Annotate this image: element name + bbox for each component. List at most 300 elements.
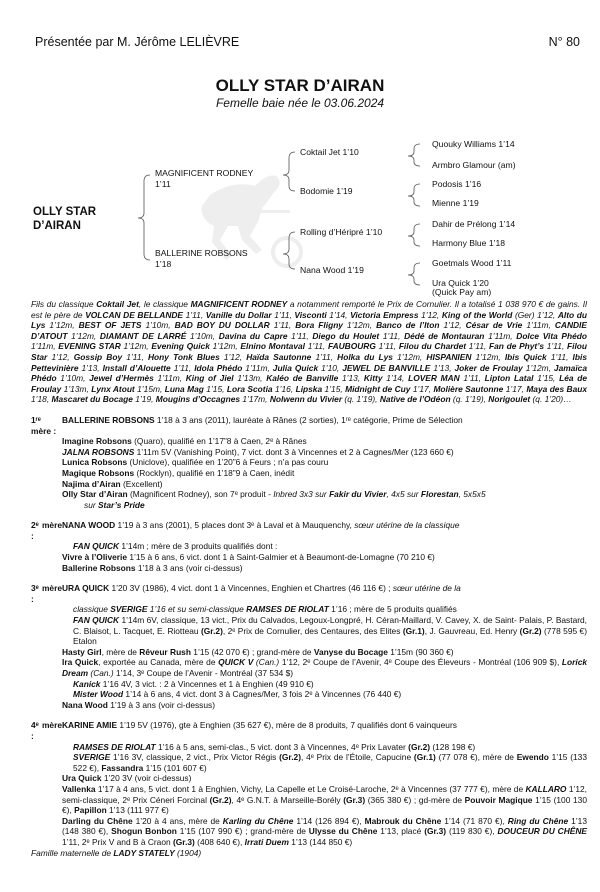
text-run: 1’13, placé bbox=[377, 826, 425, 837]
horse-name-run: Native de l’Odéon bbox=[379, 394, 451, 405]
horse-name-run: Jamaïca Phédo bbox=[31, 362, 587, 384]
text-run: 1’12m, bbox=[67, 330, 100, 341]
text-run: 1’11m 5V (Vanishing Point), 7 vict. dont 3 à Vincennes et 2 à Cagnes/Mer (123 660 €) bbox=[134, 446, 454, 457]
text-run: 1’11, bbox=[466, 341, 490, 352]
sire-name: MAGNIFICENT RODNEY bbox=[155, 168, 254, 178]
text-run: 1’14, bbox=[326, 309, 351, 320]
text-run: 1’11, bbox=[269, 320, 296, 331]
text-run: 1’18 à 3 ans (2011), lauréate à Rânes (2 sorties), 1ʳᵉ catégorie, Prime de Sélection bbox=[154, 414, 463, 425]
horse-name-run: RAMSES DE RIOLAT bbox=[73, 741, 156, 752]
text-run: 1’16 4V, 3 vict. : 2 à Vincennes et 1 à Enghien (49 910 €) bbox=[100, 678, 314, 689]
gen3-8: Ura Quick 1’20 bbox=[432, 278, 489, 288]
horse-name-run: Imagine Robsons bbox=[62, 436, 132, 447]
produce-line bbox=[31, 479, 587, 490]
horse-name-run: Lipton Latal bbox=[484, 373, 534, 384]
text-run: 1’11m, bbox=[484, 330, 517, 341]
text-run: 1’12m, bbox=[209, 341, 241, 352]
horse-name-run: Gossip Boy bbox=[73, 351, 123, 362]
horse-name-run: (Gr.2) bbox=[209, 794, 232, 805]
text-run: 1’13 (144 850 €) bbox=[288, 836, 353, 847]
gen3-1: Quouky Williams 1’14 bbox=[432, 139, 515, 149]
text-run: (Ger) 1’12, bbox=[512, 309, 558, 320]
horse-name-run: Lunica Robsons bbox=[62, 457, 128, 468]
dam-section-head bbox=[31, 583, 587, 604]
horse-name-run: URA QUICK bbox=[62, 583, 110, 594]
text-run: 1’16 3V, classique, 2 vict., Prix Victor Régis bbox=[110, 752, 280, 763]
produce-line bbox=[31, 604, 587, 615]
text-run: 1’14 à 6 ans, 4 vict. dont 3 à Cagnes/Mer, 3 fois 2ᵉ à Vincennes (76 440 €) bbox=[123, 689, 402, 700]
produce-line bbox=[31, 773, 587, 784]
text-run: (1904) bbox=[174, 847, 202, 858]
horse-name-run: Maya des Baux bbox=[526, 383, 588, 394]
dam-label: 1ʳᵉ mère : bbox=[31, 414, 57, 436]
produce-line bbox=[31, 647, 587, 658]
text-run: 1’13m, bbox=[233, 373, 267, 384]
horse-name-run: Julia Quick bbox=[272, 362, 319, 373]
horse-name-run: Magique Robsons bbox=[62, 467, 135, 478]
text-run: 1’14 (126 894 €), bbox=[293, 815, 365, 826]
text-run: 1’17, bbox=[410, 383, 434, 394]
text-run: (778 595 €) Etalon bbox=[73, 625, 587, 647]
text-run: 1’14m 6V, classique, 13 vict., Prix du Calvados, Legoux-Longpré, H. Céran-Maillard, V. Cavey, X. de Saint- Palais, P. Bastard, C. Blaisot, L. Tacquet, E. Riotteau bbox=[73, 615, 588, 636]
horse-name-run: JALNA ROBSONS bbox=[62, 446, 135, 457]
text-run: 1’12m, bbox=[45, 320, 79, 331]
text-run: 1’15, bbox=[322, 383, 346, 394]
horse-name-run: Midnight de Cuy bbox=[345, 383, 411, 394]
subject-name-line2: D’AIRAN bbox=[33, 219, 81, 232]
text-run: (Rocklyn), qualifié en 1’18”9 à Caen, inédit bbox=[134, 467, 295, 478]
dam-label: 3ᵉ mère : bbox=[31, 583, 62, 604]
horse-name-run: Vallenka bbox=[62, 783, 96, 794]
produce-line bbox=[31, 552, 587, 563]
maternal-family-line bbox=[31, 848, 587, 859]
text-run: 1’16 ; mère de 5 produits qualifiés bbox=[328, 604, 457, 615]
horse-name-run: KARINE AMIE bbox=[62, 720, 118, 731]
horse-name-run: Nana Wood bbox=[62, 699, 108, 710]
text-run: 1’15 (101 607 €) bbox=[143, 762, 207, 773]
text-run: 1’11, bbox=[379, 330, 405, 341]
horse-name-run: VOLCAN DE BELLANDE bbox=[85, 309, 184, 320]
horse-name-run: Lora Scotia bbox=[226, 383, 273, 394]
horse-name-run: King of the World bbox=[441, 309, 513, 320]
text-run: (365 380 €) ; gd-mère de bbox=[365, 794, 465, 805]
horse-name-run: Elnino Montaval bbox=[240, 341, 305, 352]
horse-name-run: Nolwenn du Vivier bbox=[269, 394, 343, 405]
text-run: 1’13 (111 977 €) bbox=[106, 805, 169, 816]
text-run: 1’11, bbox=[170, 362, 195, 373]
text-run: 1’18, bbox=[31, 394, 52, 405]
text-run: 1’11, bbox=[546, 351, 573, 362]
horse-name-run: Dolce Vita Phédo bbox=[516, 330, 588, 341]
text-run: 1’19 à 3 ans (voir ci-dessus) bbox=[107, 699, 215, 710]
text-run: sœur utérine de la classique bbox=[354, 520, 460, 531]
text-run: 1’12, bbox=[418, 309, 442, 320]
produce-line bbox=[31, 742, 587, 753]
text-run: (119 830 €), bbox=[446, 826, 498, 837]
dam-section bbox=[31, 583, 587, 710]
text-run: 1’12, 2ᵉ Coupe de l’Avenir, 4ᵉ Coupe des Éleveurs - Montréal (106 909 $), bbox=[279, 657, 562, 668]
dam-label: 2ᵉ mère : bbox=[31, 520, 62, 541]
horse-name-run: BEST OF JETS bbox=[78, 320, 142, 331]
text-run: 1’11, bbox=[544, 341, 567, 352]
dam-summary bbox=[62, 583, 461, 604]
text-run: (Can.) bbox=[255, 657, 280, 668]
text-run: 1’13m, bbox=[61, 383, 92, 394]
text-run: (128 198 €) bbox=[430, 741, 476, 752]
dam-label: 4ᵉ mère : bbox=[31, 720, 62, 741]
horse-name-run: Ewendo bbox=[516, 752, 549, 763]
text-run: 1’11, 2ᵉ Prix V and B à Craon bbox=[62, 836, 173, 847]
horse-name-run: Irrati Duem bbox=[244, 836, 289, 847]
text-run: 1’20 3V (1986), 4 vict. dont 1 à Vincennes, Enghien et Chartres (46 116 €) ; bbox=[109, 583, 393, 594]
text-run: 1’17 à 4 ans, 5 vict. dont 1 à Enghien, Vichy, La Capelle et Le Croisé-Laroche, 2ᵉ à Vincennes (37 777 €), mère de bbox=[95, 783, 526, 794]
text-run: 1’11, bbox=[183, 309, 206, 320]
horse-name-run: Lorick Dream bbox=[62, 657, 588, 678]
horse-name-run: LOVER MAN bbox=[408, 373, 460, 384]
horse-name-run: (Gr.1) bbox=[402, 625, 425, 636]
horse-name-run: (Gr.3) bbox=[343, 794, 366, 805]
subject-name-line1: OLLY STAR bbox=[33, 206, 97, 218]
produce-line bbox=[31, 752, 587, 773]
produce-line bbox=[31, 468, 587, 479]
text-run: 1’20 à 4 ans, mère de bbox=[132, 815, 223, 826]
horse-name-run: Ura Quick bbox=[62, 773, 102, 784]
horse-name-run: King of Jiel bbox=[185, 373, 234, 384]
horse-name-run: MAGNIFICENT RODNEY bbox=[190, 299, 288, 309]
horse-name-run: Florestan bbox=[420, 489, 459, 500]
produce-line bbox=[31, 615, 587, 647]
text-run: , mère de bbox=[101, 646, 140, 657]
text-run: 1’18 à 3 ans (voir ci-dessus) bbox=[135, 562, 243, 573]
text-run: 1’16 et su semi-classique bbox=[147, 604, 247, 615]
horse-name-run: Olly Star d’Airan bbox=[62, 489, 128, 500]
horse-name-run: Norigoulet bbox=[488, 394, 531, 405]
horse-name-run: Victoria Empress bbox=[350, 309, 419, 320]
text-run: 1’15, bbox=[203, 383, 227, 394]
dam-summary bbox=[62, 415, 463, 436]
text-run: 1’15 à 6 ans, 6 vict. dont 1 à Saint-Galmier et à Beaumont-de-Lomagne (70 210 €) bbox=[127, 552, 435, 563]
horse-title: OLLY STAR D’AIRAN bbox=[215, 76, 385, 95]
gen3-6: Harmony Blue 1’18 bbox=[432, 238, 506, 248]
text-run: 1’19 à 3 ans (2001), 5 places dont 3ᵉ à Laval et à Mauquenchy, bbox=[115, 520, 355, 531]
text-run: 1’15 (133 522 €), bbox=[73, 752, 587, 773]
dam-section-head bbox=[31, 415, 587, 436]
text-run: 1’11m, bbox=[153, 373, 186, 384]
text-run: 1’15 (107 990 €) ; grand-mère de bbox=[176, 826, 309, 837]
horse-name-run: QUICK V bbox=[218, 657, 254, 668]
horse-name-run: BALLERINE ROBSONS bbox=[62, 414, 155, 425]
produce-line bbox=[31, 679, 587, 690]
text-run: , J. Gauvreau, Ed. Henry bbox=[424, 625, 520, 636]
horse-name-run: Mascaret du Bocage bbox=[51, 394, 133, 405]
horse-name-run: Ibis Pettevinière bbox=[31, 351, 587, 373]
text-run: 1’19 5V (1976), gte à Enghien (35 627 €), mère de 8 produits, 7 qualifiés dont 6 vainqueurs bbox=[117, 720, 457, 731]
dam-time: 1’18 bbox=[155, 259, 172, 269]
horse-name-run: Davina du Capre bbox=[218, 330, 288, 341]
horse-name-run: SVERIGE bbox=[73, 752, 111, 763]
horse-description: Femelle baie née le 03.06.2024 bbox=[215, 96, 385, 110]
horse-name-run: Visconti bbox=[294, 309, 327, 320]
text-run: 1’17m, bbox=[240, 394, 270, 405]
horse-name-run: FAUBOURG bbox=[327, 341, 376, 352]
text-run: 1’11m, bbox=[522, 320, 555, 331]
dam-summary bbox=[62, 720, 457, 741]
text-run: Fils du classique bbox=[31, 299, 97, 309]
produce-line bbox=[31, 816, 587, 848]
horse-name-run: Star’s Pride bbox=[97, 499, 145, 510]
horse-name-run: Karling du Chêne bbox=[222, 815, 294, 826]
text-run: 1’12m, bbox=[342, 320, 377, 331]
text-run: classique bbox=[73, 604, 111, 615]
horse-name-run: Hasty Girl bbox=[62, 646, 102, 657]
text-run: (q. 1’19), bbox=[450, 394, 489, 405]
horse-name-run: Dédé de Montauran bbox=[404, 330, 485, 341]
text-run: (Magnificent Rodney), son 7ᵉ produit - bbox=[127, 489, 274, 500]
text-run: 1’12, semi-classique, 2ᵉ Prix Céneri Forcinal bbox=[62, 783, 587, 805]
horse-name-run: Fassandra bbox=[101, 762, 144, 773]
text-run: 1’11, bbox=[122, 351, 148, 362]
horse-name-run: Hony Tonk Blues bbox=[147, 351, 220, 362]
text-run: 1’15m, bbox=[134, 383, 165, 394]
horse-name-run: Shogun Bonbon bbox=[111, 826, 177, 837]
produce-line bbox=[31, 563, 587, 574]
dam-section-head bbox=[31, 720, 587, 741]
horse-name-run: (Gr.2) bbox=[408, 741, 431, 752]
text-run: 1’17, bbox=[503, 383, 527, 394]
gen3-4: Mienne 1’19 bbox=[432, 198, 479, 208]
horse-name-run: Haïda Sautonne bbox=[246, 351, 312, 362]
horse-name-run: Holka du Lys bbox=[337, 351, 393, 362]
text-run: (q. 1’19), bbox=[342, 394, 380, 405]
produce-line bbox=[31, 657, 587, 678]
text-run: a notamment remporté le Prix de Cornulier. Il a totalisé 1 038 970 € de gains. Il est le père de bbox=[31, 299, 587, 320]
horse-name-run: Vanyse du Bocage bbox=[313, 646, 388, 657]
text-run: 1’12m, bbox=[522, 362, 554, 373]
text-run: 1’10m, bbox=[186, 330, 219, 341]
text-run: Inbred 3x3 sur bbox=[273, 489, 330, 500]
dam-section bbox=[31, 720, 587, 847]
text-run: , le classique bbox=[138, 299, 191, 309]
horse-name-run: (Gr.2) bbox=[200, 625, 223, 636]
text-run: , 2ᵉ Prix de Cornulier, des Centaures, des Elites bbox=[222, 625, 403, 636]
horse-name-run: Kitty bbox=[363, 373, 383, 384]
horse-name-run: Vanille du Dollar bbox=[205, 309, 272, 320]
text-run: 1’11, bbox=[311, 351, 338, 362]
sire-time: 1’11 bbox=[155, 179, 171, 189]
dam-section bbox=[31, 415, 587, 510]
horse-name-run: Ira Quick bbox=[62, 657, 99, 668]
text-run: 1’13 (148 380 €), bbox=[62, 815, 587, 837]
horse-name-run: Lynx Atout bbox=[91, 383, 135, 394]
horse-name-run: Coktail Jet bbox=[96, 299, 139, 309]
produce-line bbox=[31, 700, 587, 711]
text-run: , exportée au Canada, mère de bbox=[98, 657, 219, 668]
gen3-7: Goetmals Wood 1’11 bbox=[432, 258, 512, 268]
horse-name-run: Mougins d’Occagnes bbox=[155, 394, 241, 405]
horse-name-run: (Gr.3) bbox=[172, 836, 195, 847]
produce-line bbox=[31, 541, 587, 552]
horse-name-run: (Gr.2) bbox=[279, 752, 301, 763]
horse-name-run: DIAMANT DE LARRÉ bbox=[99, 330, 187, 341]
horse-name-run: Filou du Chardet bbox=[398, 341, 467, 352]
text-run: (Quaro), qualifié en 1’17”8 à Caen, 2ᵉ à Rânes bbox=[131, 436, 307, 447]
horse-name-run: Kanick bbox=[73, 678, 101, 689]
catalogue-body bbox=[31, 299, 587, 858]
dam-section bbox=[31, 520, 587, 573]
horse-name-run: Ring du Chêne bbox=[507, 815, 569, 826]
subject-horse-name bbox=[33, 206, 96, 233]
text-run: 1’10m, bbox=[141, 320, 175, 331]
text-run: (Uniclove), qualifiée en 1’20”6 à Feurs ; n’a pas couru bbox=[127, 457, 329, 468]
text-run: 1’11, bbox=[375, 341, 399, 352]
horse-name-run: Joker de Froulay bbox=[454, 362, 523, 373]
horse-name-run: Jewel d’Hermès bbox=[89, 373, 154, 384]
text-run: 1’14, bbox=[382, 373, 409, 384]
produce-line bbox=[31, 500, 587, 511]
text-run: 1’11m, bbox=[242, 362, 273, 373]
horse-name-run: Filou Star bbox=[31, 341, 588, 362]
horse-name-run: Ulysse du Chêne bbox=[308, 826, 378, 837]
horse-name-run: Papillon bbox=[74, 805, 107, 816]
dam-sire: Rolling d’Héripré 1’10 bbox=[300, 227, 383, 237]
text-run: 1’13, bbox=[430, 362, 455, 373]
text-run: , 4x5 sur bbox=[386, 489, 421, 500]
text-run: 1’12m, bbox=[471, 351, 505, 362]
horse-name-run: Bora Fligny bbox=[295, 320, 343, 331]
horse-name-run: Darling du Chêne bbox=[62, 815, 133, 826]
horse-name-run: Ballerine Robsons bbox=[62, 562, 136, 573]
horse-name-run: Kaléo de Banville bbox=[266, 373, 339, 384]
horse-name-run: CANDIE D’ATOUT bbox=[31, 320, 587, 341]
lot-number: N° 80 bbox=[548, 35, 580, 49]
sire-sire: Coktail Jet 1’10 bbox=[300, 147, 359, 157]
text-run: 1’10, bbox=[318, 362, 343, 373]
horse-name-run: KALLARO bbox=[525, 783, 567, 794]
text-run: , 5x5x5 bbox=[458, 489, 486, 500]
horse-name-run: César de Vrie bbox=[465, 320, 523, 331]
text-run: 1’15 (42 070 €) ; grand-mère de bbox=[190, 646, 314, 657]
dam-dam: Nana Wood 1’19 bbox=[300, 265, 364, 275]
text-run: sur bbox=[84, 499, 98, 510]
text-run: 1’19, bbox=[132, 394, 156, 405]
text-run: 1’11m, bbox=[31, 341, 59, 352]
text-run: 1’14, 3ᵉ Coupe de l’Avenir - Montréal (37 534 $) bbox=[113, 668, 294, 678]
horse-name-run: Rêveur Rush bbox=[139, 646, 191, 657]
text-run: 1’12, bbox=[219, 351, 247, 362]
gen3-8-note: (Quick Pay am) bbox=[432, 287, 492, 297]
horse-name-run: EVENING STAR bbox=[58, 341, 121, 352]
horse-name-run: BAD BOY DU DOLLAR bbox=[174, 320, 270, 331]
produce-line bbox=[31, 457, 587, 468]
text-run: 1’12, bbox=[47, 351, 74, 362]
horse-name-run: Fan de Phyt’s bbox=[489, 341, 545, 352]
text-run: (Can.) bbox=[90, 668, 114, 678]
text-run: 1’12, bbox=[439, 320, 466, 331]
produce-line bbox=[31, 784, 587, 816]
text-run: 1’15 (100 130 €), bbox=[62, 794, 587, 816]
horse-name-run: Léa de Froulay bbox=[31, 373, 588, 394]
gen3-5: Dahir de Prélong 1’14 bbox=[432, 219, 516, 229]
produce-line bbox=[31, 436, 587, 447]
text-run: 1’14 (71 870 €), bbox=[441, 815, 508, 826]
horse-name-run: Luna Mag bbox=[164, 383, 204, 394]
horse-name-run: Najima d’Airan bbox=[62, 478, 121, 489]
dam-summary bbox=[62, 520, 459, 541]
horse-name-run: HISPANIEN bbox=[426, 351, 472, 362]
horse-name-run: RAMSES DE RIOLAT bbox=[246, 604, 329, 615]
horse-name-run: LADY STATELY bbox=[113, 847, 175, 858]
horse-name-run: JEWEL DE BANVILLE bbox=[342, 362, 431, 373]
sire-dam: Bodomie 1’19 bbox=[300, 186, 353, 196]
horse-name-run: Molière Sautonne bbox=[433, 383, 504, 394]
text-run: (408 640 €), bbox=[194, 836, 245, 847]
text-run: 1’11, bbox=[271, 309, 295, 320]
text-run: 1’15, bbox=[533, 373, 560, 384]
presenter-text: Présentée par M. Jérôme LELIÈVRE bbox=[35, 35, 240, 49]
text-run: 1’12m, bbox=[120, 341, 152, 352]
text-run: 1’16, bbox=[272, 383, 296, 394]
horse-name-run: Mabrouk du Chêne bbox=[364, 815, 442, 826]
text-run: 1’10m, bbox=[56, 373, 90, 384]
text-run: 1’11, bbox=[305, 341, 328, 352]
horse-name-run: Pouvoir Magique bbox=[464, 794, 533, 805]
gen3-2: Armbro Glamour (am) bbox=[432, 160, 516, 170]
female-family-sections bbox=[31, 415, 587, 848]
text-run: , 4ᵉ G.N.T. à Marseille-Borély bbox=[231, 794, 344, 805]
horse-name-run: SVERIGE bbox=[110, 604, 148, 615]
text-run: (Excellent) bbox=[120, 478, 163, 489]
text-run: , 4ᵉ Prix de l’Étoile, Capucine bbox=[300, 752, 414, 763]
produce-line bbox=[31, 489, 587, 500]
horse-name-run: Mister Wood bbox=[73, 689, 124, 700]
horse-name-run: (Gr.2) bbox=[519, 625, 542, 636]
dam-section-head bbox=[31, 520, 587, 541]
horse-name-run: Evening Quick bbox=[151, 341, 210, 352]
produce-line bbox=[31, 447, 587, 458]
text-run: (q. 1’20)… bbox=[530, 394, 572, 405]
sire-paragraph bbox=[31, 299, 587, 405]
horse-name-run: Idola Phédo bbox=[194, 362, 243, 373]
horse-name-run: DOUCEUR DU CHÊNE bbox=[497, 826, 587, 837]
horse-name-run: (Gr.1) bbox=[413, 752, 436, 763]
horse-name-run: Vivre à l’Oliverie bbox=[62, 552, 128, 563]
horse-name-run: (Gr.3) bbox=[424, 826, 447, 837]
dam-name: BALLERINE ROBSONS bbox=[155, 248, 248, 258]
text-run: 1’11, bbox=[287, 330, 313, 341]
text-run: 1’12m, bbox=[392, 351, 427, 362]
text-run: (77 078 €), mère de bbox=[435, 752, 517, 763]
text-run: 1’16 à 5 ans, semi-clas., 5 vict. dont 3 à Vincennes, 4ᵉ Prix Lavater bbox=[155, 741, 409, 752]
produce-line bbox=[31, 689, 587, 700]
horse-name-run: NANA WOOD bbox=[62, 520, 116, 531]
text-run: sœur utérine de la bbox=[392, 583, 461, 594]
horse-name-run: Fakir du Vivier bbox=[329, 489, 387, 500]
text-run: 1’15m (90 360 €) bbox=[387, 646, 454, 657]
text-run: 1’13, bbox=[78, 362, 103, 373]
text-run: Famille maternelle de bbox=[31, 847, 114, 858]
horse-name-run: Install d’Alouette bbox=[102, 362, 171, 373]
horse-name-run: Banco de l’Iton bbox=[376, 320, 440, 331]
horse-name-run: Diego du Houlet bbox=[312, 330, 380, 341]
horse-name-run: FAN QUICK bbox=[73, 615, 120, 626]
horse-name-run: FAN QUICK bbox=[73, 541, 120, 552]
horse-name-run: Alto du Lys bbox=[31, 309, 587, 331]
text-run: 1’20 3V (voir ci-dessus) bbox=[101, 773, 192, 784]
text-run: 1’11, bbox=[459, 373, 485, 384]
pedigree-chart bbox=[0, 130, 600, 300]
horse-name-run: Ibis Quick bbox=[504, 351, 547, 362]
text-run: 1’13, bbox=[338, 373, 364, 384]
